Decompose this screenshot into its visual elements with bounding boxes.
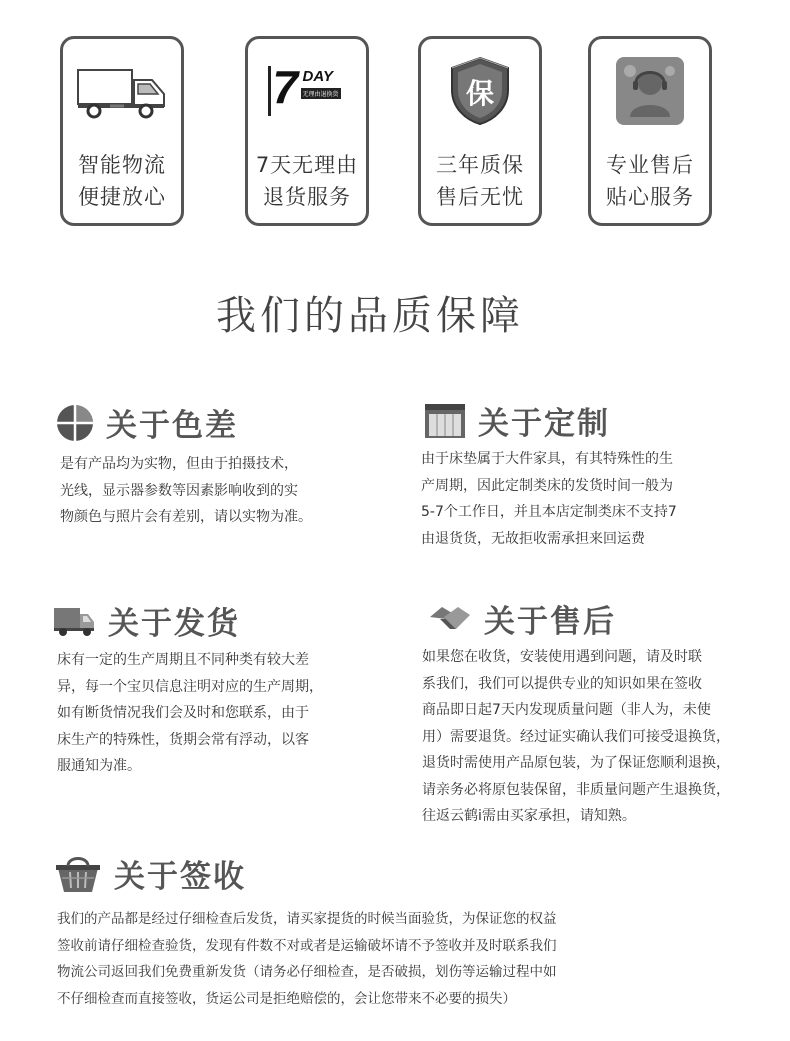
text-line: 异，每一个宝贝信息注明对应的生产周期， [57,678,323,695]
service-card-logistics [60,36,184,226]
service-card-aftersale [588,36,712,226]
page-title: 我们的品质保障 [216,293,524,339]
text-line: 不仔细检查而直接签收，货运公司是拒绝赔偿的，会让您带来不必要的损失） [57,990,516,1007]
section-title: 关于定制 [478,406,610,442]
handshake-icon [428,603,472,635]
section-title: 关于色差 [106,408,238,444]
text-line: 往返云鹤i需由买家承担，请知熟。 [422,808,636,824]
section-body-receipt [57,906,557,1012]
card-line-1: 智能物流 [78,153,166,177]
text-line: 床有一定的生产周期且不同种类有较大差 [57,652,309,668]
customer-service-icon [616,57,684,125]
text-line: 请亲务必将原包装保留，非质量问题产生退换货， [422,781,730,798]
text-line: 系我们，我们可以提供专业的知识如果在签收 [422,675,702,692]
7day-icon: 7 DAY 无理由退换货 [268,66,347,116]
text-line: 物颜色与照片会有差别，请以实物为准。 [60,509,312,525]
text-line: 光线，显示器参数等因素影响收到的实 [60,482,298,499]
text-line: 用）需要退货。经过证实确认我们可接受退换货， [422,728,730,745]
text-line: 服通知为准。 [57,758,141,774]
truck-icon [76,62,168,120]
section-body-custom [421,446,677,552]
text-line: 5-7个工作日，并且本店定制类床不支持7 [421,504,677,520]
text-line: 如有断货情况我们会及时和您联系，由于 [57,705,309,721]
section-body-aftersale [422,644,730,830]
section-title: 关于售后 [484,604,616,640]
card-line-2: 退货服务 [263,185,351,209]
text-line: 是有产品均为实物，但由于拍摄技术， [60,456,298,472]
service-card-warranty [418,36,542,226]
text-line: 签收前请仔细检查验货，发现有件数不对或者是运输破坏请不予签收并及时联系我们 [57,937,557,954]
pie-chart-icon [56,404,94,442]
text-line: 产周期，因此定制类床的发货时间一般为 [421,477,673,494]
service-card-7day [245,36,369,226]
section-body-color [60,451,312,531]
section-heading-aftersale [428,596,616,641]
card-line-2: 便捷放心 [78,185,166,209]
text-line: 由退货货，无故拒收需承担来回运费 [421,530,645,547]
text-line: 我们的产品都是经过仔细检查后发货，请买家提货的时候当面验货，为保证您的权益 [57,911,557,927]
section-title: 关于签收 [114,859,246,895]
section-heading-custom [424,398,610,443]
card-line-2: 售后无忧 [436,185,524,209]
text-line: 如果您在收货，安装使用遇到问题，请及时联 [422,649,702,665]
text-line: 商品即日起7天内发现质量问题（非人为，未使 [422,702,711,718]
section-heading-color [56,400,238,445]
card-line-1: 三年质保 [436,153,524,177]
section-title: 关于发货 [108,606,240,642]
basket-icon [54,854,102,894]
card-line-1: 7天无理由 [255,153,359,177]
card-line-2: 贴心服务 [606,185,694,209]
section-body-shipping [57,647,323,780]
shield-icon: 保 [448,56,512,126]
card-line-1: 专业售后 [606,153,694,177]
section-heading-shipping [52,598,240,643]
text-line: 床生产的特殊性，货期会常有浮动，以客 [57,731,309,748]
store-icon [424,403,466,439]
text-line: 由于床垫属于大件家具，有其特殊性的生 [421,451,673,467]
section-heading-receipt [54,851,246,896]
delivery-truck-icon [52,604,96,638]
text-line: 退货时需使用产品原包装，为了保证您顺利退换， [422,755,730,771]
text-line: 物流公司返回我们免费重新发货（请务必仔细检查，是否破损，划伤等运输过程中如 [57,964,557,980]
